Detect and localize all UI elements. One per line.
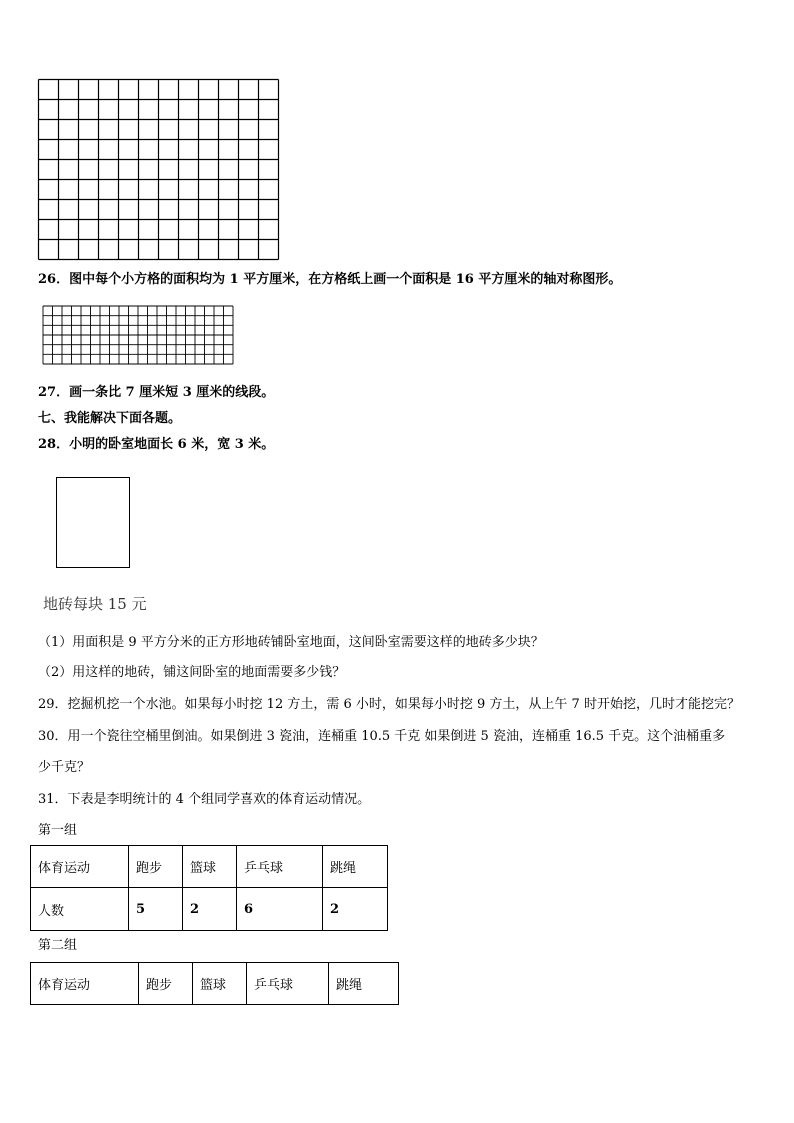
floor-tile-illustration <box>56 477 130 568</box>
table-cell: 跑步 <box>139 963 193 1005</box>
group-1-label: 第一组 <box>38 823 78 838</box>
grid-paper-small <box>42 305 236 367</box>
question-26: 26．图中每个小方格的面积均为 1 平方厘米，在方格纸上画一个面积是 16 平方厘米的轴对称图形。 <box>38 272 622 287</box>
table-cell: 体育运动 <box>31 963 139 1005</box>
table-cell: 跳绳 <box>329 963 399 1005</box>
question-30-line-2: 少千克？ <box>38 760 91 775</box>
table-cell: 2 <box>183 888 237 931</box>
question-28: 28．小明的卧室地面长 6 米，宽 3 米。 <box>38 437 275 452</box>
table-cell: 乒乓球 <box>237 846 323 888</box>
table-cell: 5 <box>129 888 183 931</box>
question-28-part-2: （2）用这样的地砖，铺这间卧室的地面需要多少钱？ <box>38 665 346 680</box>
table-row <box>31 888 388 931</box>
table-cell: 篮球 <box>193 963 247 1005</box>
table-cell: 2 <box>323 888 388 931</box>
table-cell: 篮球 <box>183 846 237 888</box>
group-2-table <box>30 962 399 1005</box>
tile-price-caption: 地砖每块 15 元 <box>43 595 147 613</box>
table-cell: 乒乓球 <box>247 963 329 1005</box>
question-29: 29．挖掘机挖一个水池。如果每小时挖 12 方土，需 6 小时，如果每小时挖 9 方土，从上午 7 时开始挖，几时才能挖完？ <box>38 697 740 712</box>
table-header-row <box>31 963 399 1005</box>
table-cell: 人数 <box>31 888 129 931</box>
group-2-label: 第二组 <box>38 938 78 953</box>
table-cell: 6 <box>237 888 323 931</box>
group-1-table <box>30 845 388 931</box>
table-cell: 跑步 <box>129 846 183 888</box>
grid-paper-top <box>37 78 280 261</box>
section-7-heading: 七、我能解决下面各题。 <box>38 411 182 426</box>
question-31: 31．下表是李明统计的 4 个组同学喜欢的体育运动情况。 <box>38 792 371 807</box>
question-30-line-1: 30．用一个瓷往空桶里倒油。如果倒进 3 瓷油，连桶重 10.5 千克 如果倒进 5 瓷油，连桶重 16.5 千克。这个油桶重多 <box>38 729 726 744</box>
table-header-row <box>31 846 388 888</box>
table-cell: 体育运动 <box>31 846 129 888</box>
question-27: 27．画一条比 7 厘米短 3 厘米的线段。 <box>38 385 275 400</box>
question-28-part-1: （1）用面积是 9 平方分米的正方形地砖铺卧室地面，这间卧室需要这样的地砖多少块？ <box>38 635 544 650</box>
table-cell: 跳绳 <box>323 846 388 888</box>
